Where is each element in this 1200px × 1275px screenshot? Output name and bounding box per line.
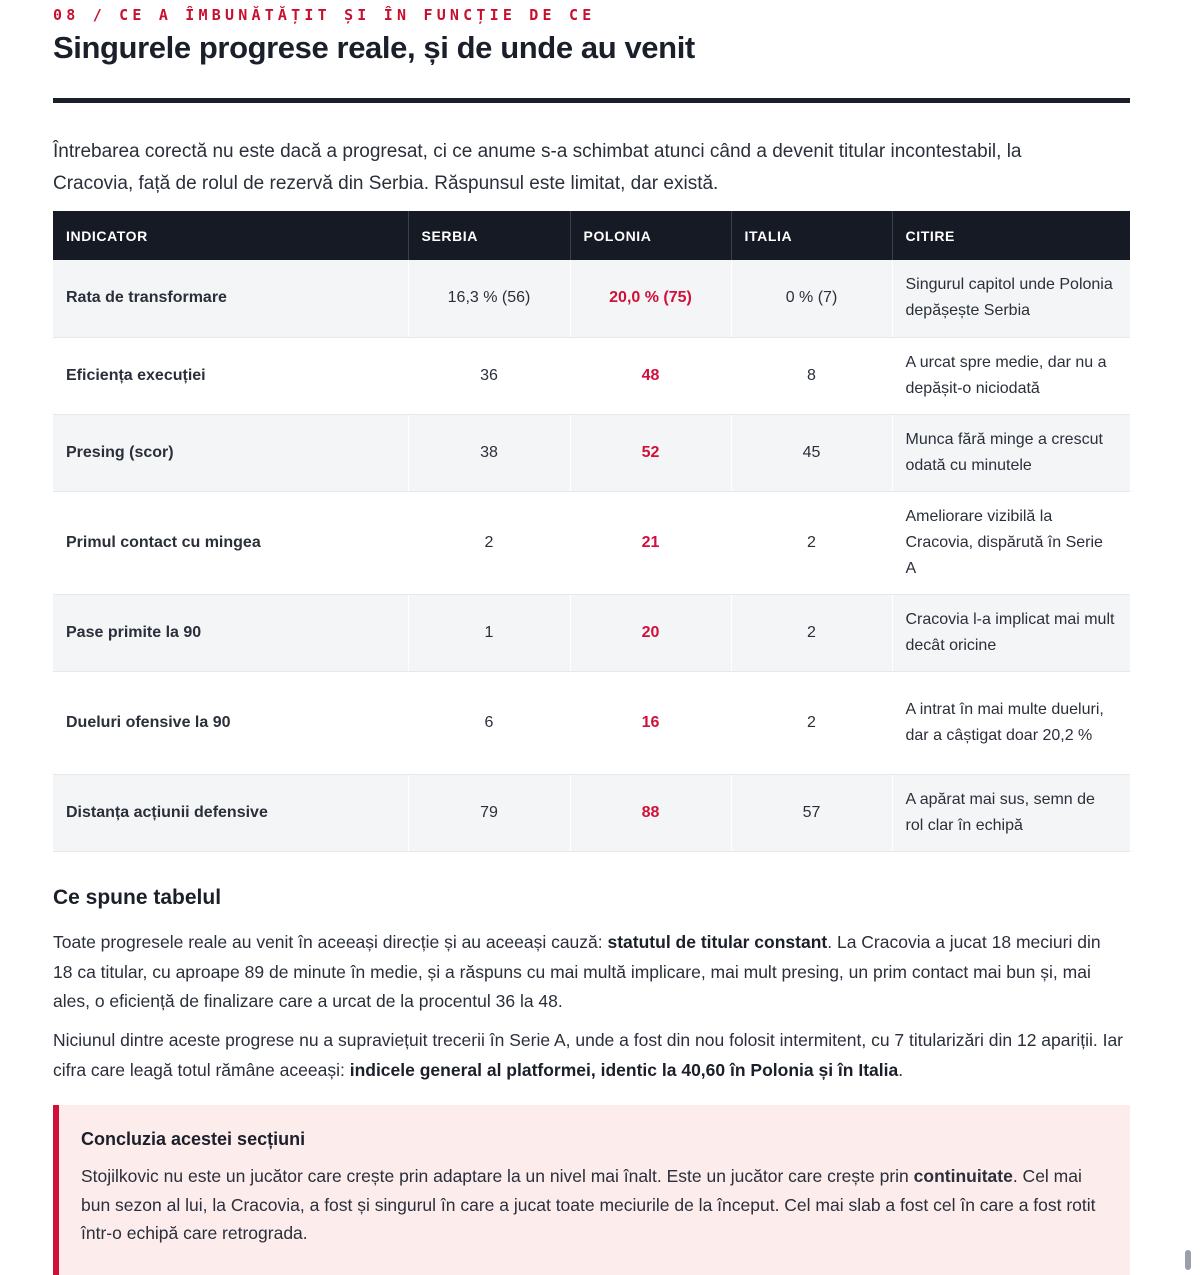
indicator-cell: Dueluri ofensive la 90	[53, 671, 408, 774]
header-citire: CITIRE	[892, 211, 1130, 260]
table-row	[53, 774, 1130, 851]
comparison-table	[53, 211, 1130, 852]
serbia-cell: 16,3 % (56)	[408, 260, 570, 337]
polonia-cell: 48	[570, 337, 731, 414]
citire-cell: Munca fără minge a crescut odată cu minutele	[892, 414, 1130, 491]
indicator-cell: Primul contact cu mingea	[53, 491, 408, 594]
summary-p1-emphasis: statutul de titular constant	[607, 932, 828, 952]
citire-cell: Ameliorare vizibilă la Cracovia, dispărută în Serie A	[892, 491, 1130, 594]
header-polonia: POLONIA	[570, 211, 731, 260]
polonia-cell: 20,0 % (75)	[570, 260, 731, 337]
summary-p1-text: Toate progresele reale au venit în aceeași direcție și au aceeași cauză:	[53, 932, 608, 952]
table-row	[53, 337, 1130, 414]
callout-emphasis: continuitate	[913, 1166, 1013, 1186]
table-row	[53, 414, 1130, 491]
polonia-cell: 20	[570, 594, 731, 671]
indicator-cell: Pase primite la 90	[53, 594, 408, 671]
table-row	[53, 594, 1130, 671]
header-indicator: INDICATOR	[53, 211, 408, 260]
header-serbia: SERBIA	[408, 211, 570, 260]
citire-cell: A apărat mai sus, semn de rol clar în echipă	[892, 774, 1130, 851]
italia-cell: 45	[731, 414, 892, 491]
callout-text-start: Stojilkovic nu este un jucător care crește prin adaptare la un nivel mai înalt. Este un jucător care crește prin	[81, 1166, 914, 1186]
scrollbar-thumb[interactable]	[1185, 1250, 1191, 1270]
italia-cell: 2	[731, 671, 892, 774]
polonia-cell: 52	[570, 414, 731, 491]
summary-p1-text-end: . La Cracovia a jucat 18 meciuri din 18 ca titular, cu aproape 89 de minute în medie, și a răspuns cu mai multă implicare, mai mult presing, un prim contact mai bun și, mai ales, o eficiență de finalizare care a urcat de la procentul 36 la 48.	[53, 932, 1101, 1011]
serbia-cell: 36	[408, 337, 570, 414]
citire-cell: A intrat în mai multe dueluri, dar a câștigat doar 20,2 %	[892, 671, 1130, 774]
italia-cell: 57	[731, 774, 892, 851]
callout-text-end: . Cel mai bun sezon al lui, la Cracovia, a fost și singurul în care a jucat toate meciurile de la început. Cel mai slab a fost cel în care a fost rotit într-o echipă care retrograda.	[81, 1166, 1096, 1243]
indicator-cell: Distanța acțiunii defensive	[53, 774, 408, 851]
section-title: Singurele progrese reale, și de unde au venit	[53, 30, 695, 65]
section-kicker: 08 / CE A ÎMBUNĂTĂȚIT ȘI ÎN FUNCȚIE DE CE	[53, 6, 596, 24]
callout-title: Concluzia acestei secțiuni	[81, 1129, 306, 1149]
header-italia: ITALIA	[731, 211, 892, 260]
indicator-cell: Presing (scor)	[53, 414, 408, 491]
summary-heading: Ce spune tabelul	[53, 886, 222, 909]
italia-cell: 2	[731, 491, 892, 594]
citire-cell: Cracovia l-a implicat mai mult decât oricine	[892, 594, 1130, 671]
polonia-cell: 16	[570, 671, 731, 774]
italia-cell: 2	[731, 594, 892, 671]
polonia-cell: 88	[570, 774, 731, 851]
polonia-cell: 21	[570, 491, 731, 594]
indicator-cell: Rata de transformare	[53, 260, 408, 337]
indicator-cell: Eficiența execuției	[53, 337, 408, 414]
summary-p2-emphasis: indicele general al platformei, identic la 40,60 în Polonia și în Italia	[349, 1059, 899, 1080]
intro-paragraph: Întrebarea corectă nu este dacă a progresat, ci ce anume s-a schimbat atunci când a devenit titular incontestabil, la Cracovia, față de rolul de rezervă din Serbia. Răspunsul este limitat, dar există.	[53, 141, 1022, 194]
citire-cell: A urcat spre medie, dar nu a depășit-o niciodată	[892, 337, 1130, 414]
table-header-row	[53, 211, 1130, 260]
title-divider	[53, 98, 1130, 103]
summary-paragraph-2	[53, 1026, 1123, 1085]
serbia-cell: 38	[408, 414, 570, 491]
summary-p2-text-end: .	[898, 1059, 904, 1080]
italia-cell: 0 % (7)	[731, 260, 892, 337]
summary-paragraph-1	[53, 928, 1123, 1017]
callout-text	[81, 1162, 1111, 1248]
italia-cell: 8	[731, 337, 892, 414]
summary-p2-text: Niciunul dintre aceste progrese nu a supraviețuit trecerii în Serie A, unde a fost din nou folosit intermitent, cu 7 titularizări din 12 apariții. Iar cifra care leagă totul rămâne aceeași:	[53, 1030, 1124, 1080]
serbia-cell: 2	[408, 491, 570, 594]
serbia-cell: 1	[408, 594, 570, 671]
citire-cell: Singurul capitol unde Polonia depășește Serbia	[892, 260, 1130, 337]
table-row	[53, 671, 1130, 774]
table-row	[53, 260, 1130, 337]
serbia-cell: 6	[408, 671, 570, 774]
table-row	[53, 491, 1130, 594]
conclusion-callout	[53, 1105, 1130, 1275]
serbia-cell: 79	[408, 774, 570, 851]
